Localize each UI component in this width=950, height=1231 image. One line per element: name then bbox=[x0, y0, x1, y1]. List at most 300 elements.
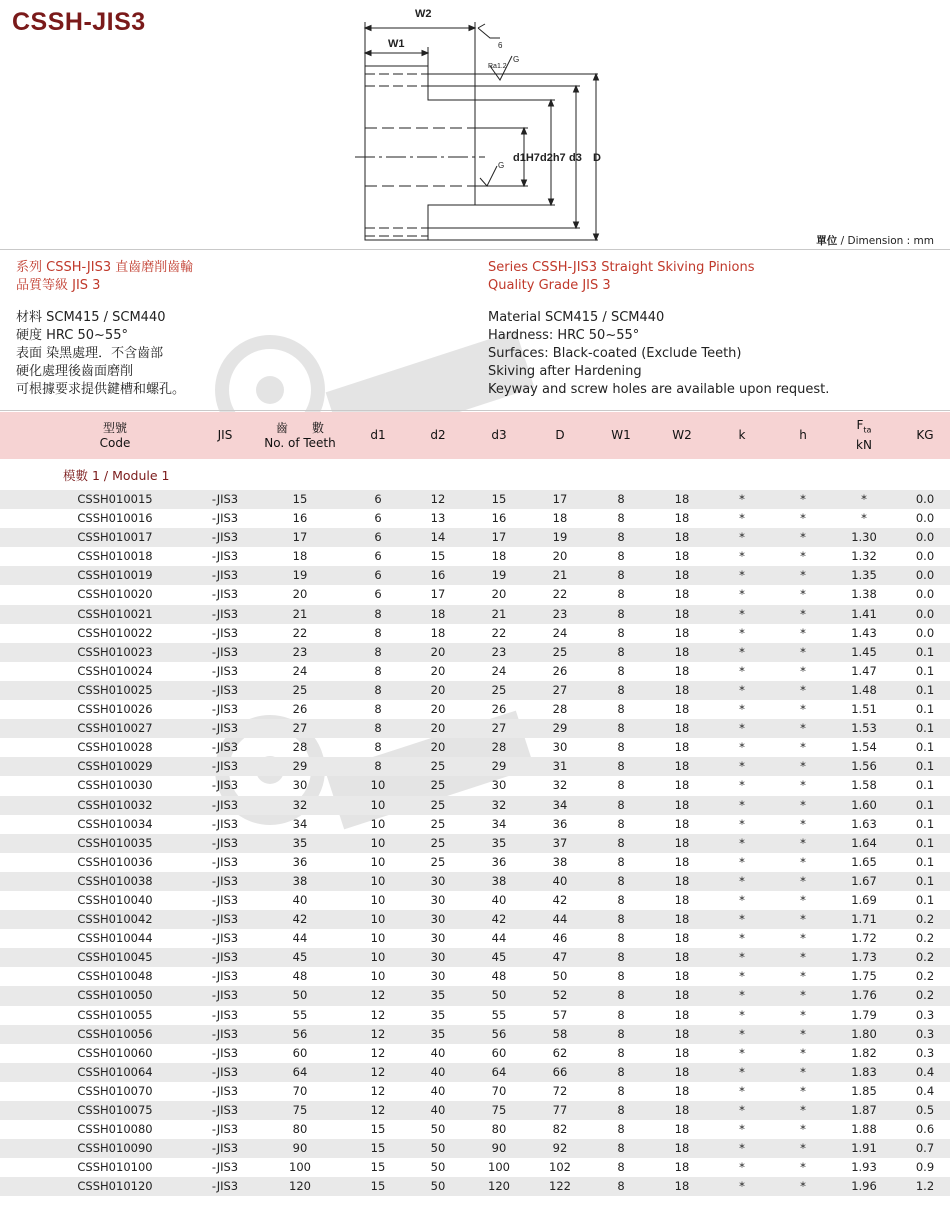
table-row bbox=[0, 528, 950, 547]
cell-jis: -JIS3 bbox=[211, 778, 239, 793]
cell-teeth: 38 bbox=[292, 873, 308, 888]
table-row bbox=[0, 1082, 950, 1101]
cell-w2: 18 bbox=[674, 549, 690, 564]
d1-label: d1H7 bbox=[513, 152, 540, 164]
col-fta-label: $F_{ta}$ bbox=[856, 418, 872, 435]
cell-h: * bbox=[800, 892, 806, 907]
cell-kg: 0.2 bbox=[915, 931, 935, 946]
cell-d2: 30 bbox=[430, 931, 446, 946]
cell-jis: -JIS3 bbox=[211, 702, 239, 717]
cell-d1: 8 bbox=[374, 663, 382, 678]
cell-fta: 1.63 bbox=[851, 816, 877, 831]
cell-jis: -JIS3 bbox=[211, 1064, 239, 1079]
cell-w1: 8 bbox=[617, 721, 625, 736]
cell-w2: 18 bbox=[674, 530, 690, 545]
cell-D: 92 bbox=[552, 1141, 568, 1156]
cell-D: 47 bbox=[552, 950, 568, 965]
cell-d1: 6 bbox=[374, 568, 382, 583]
cell-fta: 1.93 bbox=[851, 1160, 877, 1175]
cn-grade: 品質等級 JIS 3 bbox=[16, 278, 101, 293]
cell-fta: 1.91 bbox=[851, 1141, 877, 1156]
cell-d3: 36 bbox=[491, 854, 507, 869]
cell-w2: 18 bbox=[674, 1122, 690, 1137]
cell-kg: 0.4 bbox=[915, 1064, 935, 1079]
cell-teeth: 23 bbox=[292, 644, 308, 659]
cell-k: * bbox=[739, 740, 745, 755]
cell-h: * bbox=[800, 721, 806, 736]
cell-jis: -JIS3 bbox=[211, 931, 239, 946]
cell-w1: 8 bbox=[617, 969, 625, 984]
cell-kg: 0.6 bbox=[915, 1122, 935, 1137]
col-code-cn: 型號 bbox=[102, 420, 127, 435]
cell-teeth: 29 bbox=[292, 759, 308, 774]
cell-k: * bbox=[739, 1045, 745, 1060]
cell-w1: 8 bbox=[617, 702, 625, 717]
cell-w2: 18 bbox=[674, 835, 690, 850]
cell-teeth: 90 bbox=[292, 1141, 308, 1156]
cell-D: 122 bbox=[549, 1179, 571, 1194]
col-teeth-en: No. of Teeth bbox=[264, 435, 336, 450]
cell-h: * bbox=[800, 759, 806, 774]
cell-d1: 8 bbox=[374, 625, 382, 640]
cell-kg: 0.1 bbox=[915, 759, 935, 774]
cn-surface: 表面 染黑處理．不含齒部 bbox=[16, 346, 164, 361]
cell-code: CSSH010030 bbox=[77, 778, 153, 793]
cell-d1: 12 bbox=[370, 1045, 386, 1060]
cell-h: * bbox=[800, 797, 806, 812]
cell-d3: 80 bbox=[491, 1122, 507, 1137]
cell-jis: -JIS3 bbox=[211, 969, 239, 984]
cell-jis: -JIS3 bbox=[211, 816, 239, 831]
cell-jis: -JIS3 bbox=[211, 682, 239, 697]
table-row bbox=[0, 834, 950, 853]
cell-jis: -JIS3 bbox=[211, 797, 239, 812]
cell-w2: 18 bbox=[674, 797, 690, 812]
cell-D: 36 bbox=[552, 816, 568, 831]
cell-w2: 18 bbox=[674, 682, 690, 697]
cell-code: CSSH010015 bbox=[77, 492, 153, 506]
cell-h: * bbox=[800, 873, 806, 888]
cell-d3: 42 bbox=[491, 912, 507, 927]
cell-kg: 0.2 bbox=[915, 912, 935, 927]
cell-h: * bbox=[800, 606, 806, 621]
cell-code: CSSH010019 bbox=[77, 568, 153, 583]
cell-fta: 1.82 bbox=[851, 1045, 877, 1060]
cell-d2: 13 bbox=[430, 511, 446, 526]
cell-w2: 18 bbox=[674, 1007, 690, 1022]
cell-d2: 40 bbox=[430, 1103, 446, 1117]
cell-w1: 8 bbox=[617, 854, 625, 869]
cell-jis: -JIS3 bbox=[211, 1103, 239, 1117]
cell-w1: 8 bbox=[617, 1160, 625, 1175]
cell-D: 77 bbox=[552, 1103, 568, 1117]
divider bbox=[0, 249, 950, 250]
cell-k: * bbox=[739, 721, 745, 736]
table-row bbox=[0, 662, 950, 681]
cell-D: 24 bbox=[552, 625, 568, 640]
table-row bbox=[0, 1101, 950, 1120]
table-row bbox=[0, 738, 950, 757]
table-row bbox=[0, 1139, 950, 1158]
cell-d1: 8 bbox=[374, 606, 382, 621]
cell-fta: 1.65 bbox=[851, 854, 877, 869]
cell-fta: 1.72 bbox=[851, 931, 877, 946]
cell-k: * bbox=[739, 1026, 745, 1041]
cell-code: CSSH010026 bbox=[77, 702, 153, 717]
cell-w1: 8 bbox=[617, 1141, 625, 1156]
cell-k: * bbox=[739, 549, 745, 564]
cell-kg: 0.1 bbox=[915, 644, 935, 659]
cell-code: CSSH010018 bbox=[77, 549, 153, 564]
cell-D: 50 bbox=[552, 969, 568, 984]
cell-d2: 20 bbox=[430, 682, 446, 697]
cell-k: * bbox=[739, 1083, 745, 1098]
info-english bbox=[488, 259, 829, 399]
cell-D: 28 bbox=[552, 702, 568, 717]
unit-note-text: / Dimension : mm bbox=[837, 235, 934, 247]
cell-k: * bbox=[739, 663, 745, 678]
cell-h: * bbox=[800, 644, 806, 659]
cell-k: * bbox=[739, 511, 745, 526]
cell-code: CSSH010090 bbox=[77, 1141, 153, 1156]
cell-kg: 0.1 bbox=[915, 702, 935, 717]
cell-w2: 18 bbox=[674, 492, 690, 506]
cell-jis: -JIS3 bbox=[211, 568, 239, 583]
cell-k: * bbox=[739, 1179, 745, 1194]
cell-d3: 24 bbox=[491, 663, 507, 678]
cell-fta: * bbox=[861, 511, 867, 526]
cell-h: * bbox=[800, 988, 806, 1003]
cell-kg: 0.3 bbox=[915, 1045, 935, 1060]
table-row bbox=[0, 929, 950, 948]
cell-code: CSSH010024 bbox=[77, 663, 153, 678]
cell-code: CSSH010075 bbox=[77, 1103, 153, 1117]
cell-w1: 8 bbox=[617, 587, 625, 602]
cell-teeth: 45 bbox=[292, 950, 308, 965]
cell-fta: 1.73 bbox=[851, 950, 877, 965]
cell-d2: 20 bbox=[430, 702, 446, 717]
cell-w1: 8 bbox=[617, 1045, 625, 1060]
en-request: Keyway and screw holes are available upon request. bbox=[488, 382, 830, 397]
cell-d2: 20 bbox=[430, 663, 446, 678]
table-row bbox=[0, 948, 950, 967]
cell-fta: 1.30 bbox=[851, 530, 877, 545]
cell-d1: 10 bbox=[370, 912, 386, 927]
cell-d1: 8 bbox=[374, 682, 382, 697]
cell-w2: 18 bbox=[674, 873, 690, 888]
cell-d2: 40 bbox=[430, 1045, 446, 1060]
cell-w2: 18 bbox=[674, 1045, 690, 1060]
cell-w1: 8 bbox=[617, 1064, 625, 1079]
table-header bbox=[0, 412, 950, 459]
cell-w1: 8 bbox=[617, 530, 625, 545]
cell-w2: 18 bbox=[674, 950, 690, 965]
cell-d2: 20 bbox=[430, 740, 446, 755]
cell-code: CSSH010032 bbox=[77, 797, 153, 812]
cell-h: * bbox=[800, 912, 806, 927]
cell-code: CSSH010045 bbox=[77, 950, 153, 965]
cell-code: CSSH010017 bbox=[77, 530, 153, 545]
cell-D: 40 bbox=[552, 873, 568, 888]
cell-d3: 30 bbox=[491, 778, 507, 793]
cell-k: * bbox=[739, 587, 745, 602]
cell-w2: 18 bbox=[674, 1160, 690, 1175]
cell-teeth: 60 bbox=[292, 1045, 308, 1060]
cell-h: * bbox=[800, 1007, 806, 1022]
cell-teeth: 32 bbox=[292, 797, 308, 812]
cell-d3: 28 bbox=[491, 740, 507, 755]
cell-k: * bbox=[739, 969, 745, 984]
cell-d2: 35 bbox=[430, 1026, 446, 1041]
cell-fta: 1.75 bbox=[851, 969, 877, 984]
cell-teeth: 25 bbox=[292, 682, 308, 697]
cell-d2: 12 bbox=[430, 492, 446, 506]
cell-D: 23 bbox=[552, 606, 568, 621]
w2-label: W2 bbox=[415, 8, 432, 20]
cell-w2: 18 bbox=[674, 854, 690, 869]
cell-fta: 1.64 bbox=[851, 835, 877, 850]
cell-d1: 15 bbox=[370, 1160, 386, 1175]
table-row bbox=[0, 681, 950, 700]
cell-k: * bbox=[739, 873, 745, 888]
cell-kg: 0.0 bbox=[915, 625, 935, 640]
cell-d1: 12 bbox=[370, 1064, 386, 1079]
cell-D: 20 bbox=[552, 549, 568, 564]
cell-w2: 18 bbox=[674, 740, 690, 755]
table-row bbox=[0, 624, 950, 643]
cell-fta: 1.67 bbox=[851, 873, 877, 888]
table-row bbox=[0, 872, 950, 891]
cell-w1: 8 bbox=[617, 912, 625, 927]
cell-jis: -JIS3 bbox=[211, 1179, 239, 1194]
cell-d2: 14 bbox=[430, 530, 446, 545]
cell-d3: 25 bbox=[491, 682, 507, 697]
cell-d3: 19 bbox=[491, 568, 507, 583]
table-row bbox=[0, 700, 950, 719]
cell-d2: 30 bbox=[430, 969, 446, 984]
cell-D: 82 bbox=[552, 1122, 568, 1137]
col-w1: W1 bbox=[611, 428, 631, 442]
cell-jis: -JIS3 bbox=[211, 1160, 239, 1175]
cell-d3: 100 bbox=[488, 1160, 510, 1175]
cell-kg: 0.0 bbox=[915, 530, 935, 545]
cell-h: * bbox=[800, 950, 806, 965]
cell-d1: 12 bbox=[370, 988, 386, 1003]
cell-d1: 10 bbox=[370, 892, 386, 907]
table-row bbox=[0, 566, 950, 585]
cell-teeth: 120 bbox=[289, 1179, 311, 1194]
cell-d1: 6 bbox=[374, 530, 382, 545]
cell-w2: 18 bbox=[674, 606, 690, 621]
cell-fta: 1.53 bbox=[851, 721, 877, 736]
col-D: D bbox=[555, 428, 565, 442]
cell-h: * bbox=[800, 854, 806, 869]
cell-kg: 0.5 bbox=[915, 1103, 935, 1117]
table-row bbox=[0, 815, 950, 834]
table-row bbox=[0, 585, 950, 604]
cell-D: 42 bbox=[552, 892, 568, 907]
col-w2: W2 bbox=[672, 428, 692, 442]
cell-d3: 64 bbox=[491, 1064, 507, 1079]
cell-code: CSSH010036 bbox=[77, 854, 153, 869]
cell-teeth: 70 bbox=[292, 1083, 308, 1098]
cell-jis: -JIS3 bbox=[211, 606, 239, 621]
cell-code: CSSH010034 bbox=[77, 816, 153, 831]
cell-D: 25 bbox=[552, 644, 568, 659]
cn-material: 材料 SCM415 / SCM440 bbox=[16, 310, 166, 325]
cell-teeth: 26 bbox=[292, 702, 308, 717]
cell-d3: 15 bbox=[491, 492, 507, 506]
cell-d2: 25 bbox=[430, 759, 446, 774]
cell-teeth: 17 bbox=[292, 530, 308, 545]
cell-teeth: 19 bbox=[292, 568, 308, 583]
cell-kg: 0.1 bbox=[915, 892, 935, 907]
cell-d2: 50 bbox=[430, 1122, 446, 1137]
cell-D: 102 bbox=[549, 1160, 571, 1175]
table-row bbox=[0, 547, 950, 566]
cell-k: * bbox=[739, 644, 745, 659]
cell-D: 58 bbox=[552, 1026, 568, 1041]
cell-teeth: 55 bbox=[292, 1007, 308, 1022]
cell-teeth: 64 bbox=[292, 1064, 308, 1079]
cell-k: * bbox=[739, 1103, 745, 1117]
cell-kg: 0.1 bbox=[915, 835, 935, 850]
cell-w2: 18 bbox=[674, 721, 690, 736]
cell-code: CSSH010020 bbox=[77, 587, 153, 602]
table-row bbox=[0, 1120, 950, 1139]
cell-h: * bbox=[800, 778, 806, 793]
cell-d3: 120 bbox=[488, 1179, 510, 1194]
cn-request: 可根據要求提供鍵槽和螺孔。 bbox=[16, 382, 186, 397]
cell-k: * bbox=[739, 568, 745, 583]
cell-k: * bbox=[739, 912, 745, 927]
cell-teeth: 100 bbox=[289, 1160, 311, 1175]
cell-teeth: 15 bbox=[292, 492, 308, 506]
cell-k: * bbox=[739, 702, 745, 717]
table-row bbox=[0, 910, 950, 929]
cell-k: * bbox=[739, 1122, 745, 1137]
cell-kg: 0.4 bbox=[915, 1083, 935, 1098]
cell-d2: 25 bbox=[430, 816, 446, 831]
table-row bbox=[0, 605, 950, 624]
cell-d3: 26 bbox=[491, 702, 507, 717]
cell-d1: 10 bbox=[370, 873, 386, 888]
en-skiving: Skiving after Hardening bbox=[488, 364, 642, 379]
cell-teeth: 80 bbox=[292, 1122, 308, 1137]
cell-teeth: 24 bbox=[292, 663, 308, 678]
cell-h: * bbox=[800, 587, 806, 602]
cell-jis: -JIS3 bbox=[211, 854, 239, 869]
en-material: Material SCM415 / SCM440 bbox=[488, 310, 665, 325]
cell-D: 26 bbox=[552, 663, 568, 678]
cell-w1: 8 bbox=[617, 816, 625, 831]
cell-fta: 1.88 bbox=[851, 1122, 877, 1137]
cell-d1: 12 bbox=[370, 1026, 386, 1041]
cell-teeth: 35 bbox=[292, 835, 308, 850]
cell-k: * bbox=[739, 1007, 745, 1022]
cn-series: 系列 CSSH-JIS3 直齒磨削齒輪 bbox=[16, 260, 194, 275]
cell-code: CSSH010060 bbox=[77, 1045, 153, 1060]
cell-h: * bbox=[800, 492, 806, 506]
cell-h: * bbox=[800, 835, 806, 850]
en-hardness: Hardness: HRC 50~55° bbox=[488, 328, 640, 343]
six-mark: 6 bbox=[498, 41, 503, 50]
cell-d2: 30 bbox=[430, 892, 446, 907]
g-mark-bore: G bbox=[498, 161, 505, 170]
cell-code: CSSH010044 bbox=[77, 931, 153, 946]
col-fta-unit: kN bbox=[856, 437, 872, 452]
cell-fta: 1.69 bbox=[851, 892, 877, 907]
cell-d1: 8 bbox=[374, 702, 382, 717]
cell-d3: 40 bbox=[491, 892, 507, 907]
cell-d1: 10 bbox=[370, 854, 386, 869]
cell-jis: -JIS3 bbox=[211, 644, 239, 659]
cell-kg: 0.1 bbox=[915, 816, 935, 831]
cell-w2: 18 bbox=[674, 816, 690, 831]
cell-w2: 18 bbox=[674, 644, 690, 659]
col-k: k bbox=[738, 428, 746, 442]
cell-code: CSSH010022 bbox=[77, 625, 153, 640]
cell-code: CSSH010070 bbox=[77, 1083, 153, 1098]
cell-d3: 55 bbox=[491, 1007, 507, 1022]
cell-d2: 20 bbox=[430, 644, 446, 659]
cell-kg: 0.1 bbox=[915, 873, 935, 888]
gear-dimension-drawing bbox=[340, 0, 640, 245]
col-jis: JIS bbox=[217, 428, 233, 442]
cell-d2: 25 bbox=[430, 835, 446, 850]
cell-jis: -JIS3 bbox=[211, 1083, 239, 1098]
cell-w2: 18 bbox=[674, 625, 690, 640]
D-label: D bbox=[593, 152, 601, 164]
cell-d3: 35 bbox=[491, 835, 507, 850]
cell-kg: 0.2 bbox=[915, 969, 935, 984]
cell-w2: 18 bbox=[674, 663, 690, 678]
col-teeth bbox=[255, 412, 345, 459]
cell-d3: 50 bbox=[491, 988, 507, 1003]
cell-code: CSSH010016 bbox=[77, 511, 153, 526]
cell-d3: 75 bbox=[491, 1103, 507, 1117]
cell-kg: 0.1 bbox=[915, 778, 935, 793]
cell-w1: 8 bbox=[617, 682, 625, 697]
cell-h: * bbox=[800, 1083, 806, 1098]
cell-jis: -JIS3 bbox=[211, 1122, 239, 1137]
cell-w2: 18 bbox=[674, 931, 690, 946]
cell-k: * bbox=[739, 816, 745, 831]
table-row bbox=[0, 719, 950, 738]
d3-label: d3 bbox=[569, 152, 582, 164]
cell-fta: 1.45 bbox=[851, 644, 877, 659]
cell-d2: 30 bbox=[430, 873, 446, 888]
cell-teeth: 48 bbox=[292, 969, 308, 984]
cell-d2: 35 bbox=[430, 988, 446, 1003]
cell-d1: 12 bbox=[370, 1007, 386, 1022]
cell-jis: -JIS3 bbox=[211, 835, 239, 850]
cell-h: * bbox=[800, 931, 806, 946]
cell-teeth: 75 bbox=[292, 1103, 308, 1117]
cell-jis: -JIS3 bbox=[211, 892, 239, 907]
cell-h: * bbox=[800, 1179, 806, 1194]
cell-d2: 18 bbox=[430, 606, 446, 621]
cell-d2: 50 bbox=[430, 1160, 446, 1175]
col-teeth-cn: 齒 數 bbox=[275, 420, 324, 435]
table-row bbox=[0, 986, 950, 1005]
cell-teeth: 20 bbox=[292, 587, 308, 602]
cn-skiving: 硬化處理後齒面磨削 bbox=[16, 364, 134, 379]
cell-fta: 1.38 bbox=[851, 587, 877, 602]
cell-kg: 0.3 bbox=[915, 1007, 935, 1022]
cell-w1: 8 bbox=[617, 778, 625, 793]
cell-kg: 0.1 bbox=[915, 721, 935, 736]
